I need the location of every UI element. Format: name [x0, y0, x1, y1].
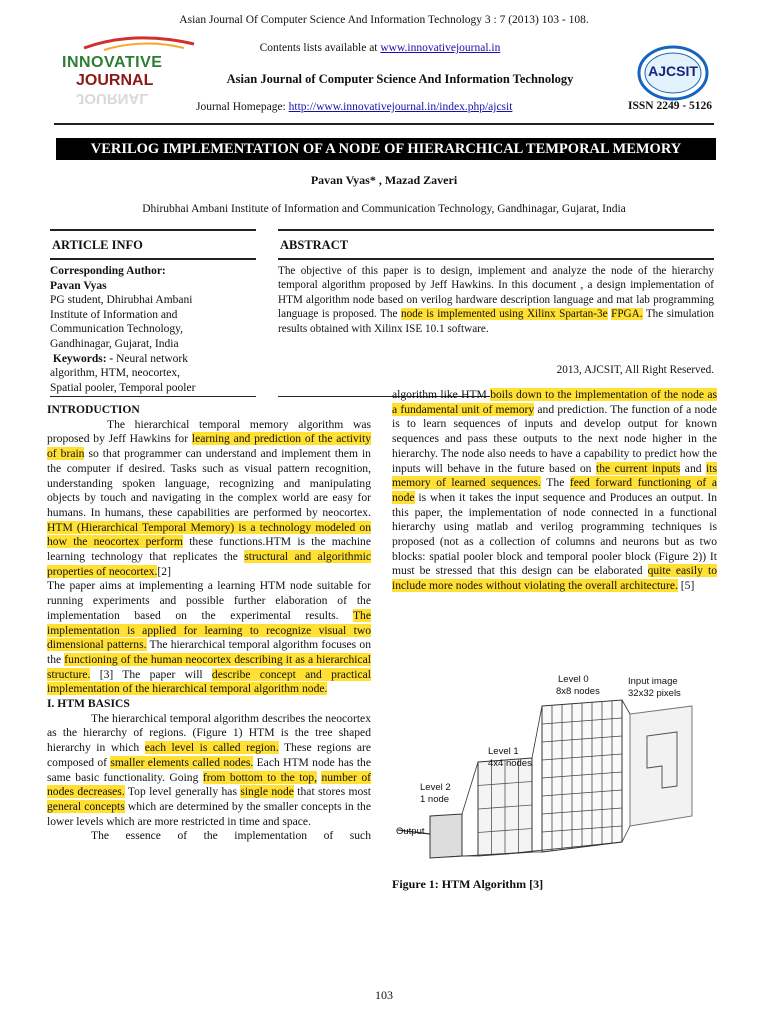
logo-swoosh-icon — [74, 34, 208, 54]
htm-basics-heading: I. HTM BASICS — [47, 697, 130, 711]
level1-label: Level 1 — [488, 746, 519, 757]
highlighted-text: structural and algorithmic properties of neocortex. — [47, 550, 371, 578]
homepage-prefix: Journal Homepage: — [196, 101, 289, 113]
level1-nodes-label: 4x4 nodes — [488, 758, 532, 769]
level0-label: Level 0 — [558, 674, 589, 685]
highlighted-text: general concepts — [47, 799, 125, 813]
keywords-text: Spatial pooler, Temporal pooler — [50, 381, 196, 394]
masthead-rule — [54, 123, 714, 125]
body-text: [5] — [677, 579, 695, 593]
article-info-top-rule — [50, 229, 256, 231]
author-detail: Gandhinagar, Gujarat, India — [50, 337, 179, 350]
body-text: The hierarchical temporal algorithm describes the neocortex as the hierarchy of regions. (Figure 1) HTM is the tree shaped hierarchy in which — [47, 711, 371, 755]
highlighted-text: The implementation is applied for learning to recognize visual two dimensional patterns. — [47, 608, 371, 652]
highlighted-text: each level is called region. — [144, 741, 279, 755]
highlighted-text: number of nodes decreases. — [47, 770, 371, 799]
issn: ISSN 2249 - 5126 — [628, 100, 713, 112]
author-detail: PG student, Dhirubhai Ambani — [50, 294, 193, 307]
introduction-heading: INTRODUCTION — [47, 403, 140, 416]
article-info-end-rule — [50, 396, 256, 397]
ajcsit-logo — [636, 44, 710, 102]
highlighted-text: its memory of learned sequences. — [392, 461, 717, 490]
abstract-copyright: 2013, AJCSIT, All Right Reserved. — [556, 364, 714, 376]
left-column — [47, 403, 371, 844]
contents-line — [210, 42, 550, 54]
highlighted-text: describe concept and practical implementation of the hierarchical temporal algorithm node. — [47, 667, 372, 696]
homepage-link[interactable]: http://www.innovativejournal.in/index.php/ajcsit — [288, 101, 513, 113]
author-detail: Communication Technology, — [50, 323, 184, 336]
abstract-highlight: FPGA. — [611, 308, 643, 321]
abstract-text: The simulation results obtained with Xilinx ISE 10.1 software. — [278, 308, 715, 335]
level0-nodes-label: 8x8 nodes — [556, 686, 600, 697]
level2-plane — [430, 814, 462, 858]
figure-caption: Figure 1: HTM Algorithm [3] — [392, 877, 544, 891]
highlighted-text: learning and prediction of the activity of brain — [47, 432, 371, 461]
body-text: these functions.HTM is the machine learning technology that replicates the — [47, 535, 371, 564]
body-text: that stores most — [293, 785, 371, 799]
highlighted-text: smaller elements called nodes. — [110, 755, 254, 769]
body-text: which are determined by the smaller concepts in the lower levels which are more restricted in time and space. — [47, 799, 371, 828]
contents-prefix: Contents lists available at — [259, 42, 381, 54]
paper-title: VERILOG IMPLEMENTATION OF A NODE OF HIERARCHICAL TEMPORAL MEMORY — [56, 138, 716, 160]
highlighted-text: from bottom to the top, — [202, 770, 317, 784]
input-image-size-label: 32x32 pixels — [628, 688, 681, 699]
homepage-line — [196, 101, 616, 113]
article-info-heading: ARTICLE INFO — [52, 238, 143, 252]
body-text: The hierarchical temporal algorithm focuses on the — [47, 638, 371, 666]
contents-link[interactable]: www.innovativejournal.in — [380, 42, 501, 54]
htm-hierarchy-diagram — [392, 666, 708, 876]
body-text: and — [680, 461, 707, 475]
input-image-label: Input image — [628, 676, 678, 687]
keywords-text: algorithm, HTM, neocortex, — [50, 367, 180, 380]
highlighted-text: the current inputs — [595, 461, 681, 475]
highlighted-text: quite easily to include more nodes without violating the overall architecture. — [392, 564, 718, 593]
htm-basics-paragraph — [47, 712, 371, 830]
keywords-text: Neural network — [113, 352, 188, 365]
highlighted-text: functioning of the human neocortex describing it as a hierarchical structure. — [47, 652, 372, 681]
logo-text-journal: JOURNAL — [76, 72, 154, 89]
level2-label: Level 2 — [420, 782, 451, 793]
body-text: The — [540, 476, 570, 490]
highlighted-text: feed forward functioning of a node — [392, 476, 717, 504]
level2-nodes-label: 1 node — [420, 794, 450, 805]
body-text: Each HTM node has the same basic functionality. Going — [47, 755, 371, 784]
keywords-label: Keywords: - — [52, 352, 114, 365]
keywords-line — [50, 352, 256, 367]
body-text: The paper aims at implementing a learning HTM node suitable for running experiments and possible further elaboration of the implementation based on the experimental results. — [47, 579, 371, 622]
article-info-bottom-rule — [50, 258, 256, 260]
article-info-box — [50, 264, 256, 395]
page-number: 103 — [375, 988, 393, 1002]
body-text: so that programmer can understand and implement them in the computer if desired. Tasks such as visual pattern recognition, understanding spoken language, recognizing and manipulating objects by touch and navigating in the complex world are easy for humans. In humans, these capabilities are performed by neocortex. — [47, 447, 371, 519]
body-text: [3] The paper will — [90, 667, 212, 681]
body-text: is when it takes the input sequence and Produces an output. In this paper, the implementation of node connected in a functional hierarchy using matlab and verilog programming techniques is proposed (not as a collection of columns and neurons but as two blocks: spatial pooler block and temporal pooler block (Figure 2)) It must be stressed that this design can be elaborated — [392, 490, 717, 578]
aims-paragraph — [47, 579, 371, 697]
abstract-text: The objective of this paper is to design, implement and analyze the node of the hierarchy temporal algorithm proposed by Jeff Hawkins. In this document , a design implementation of HTM algorithm node based on verilog hardware description language and mat lab programming language is proposed. The — [278, 265, 714, 321]
affiliation: Dhirubhai Ambani Institute of Information and Communication Technology, Gandhinagar, Gujarat, India — [142, 203, 626, 215]
htm-algorithm-figure — [392, 666, 708, 876]
running-header: Asian Journal Of Computer Science And Information Technology 3 : 7 (2013) 103 - 108. — [179, 14, 589, 26]
author-name: Pavan Vyas — [50, 279, 107, 292]
abstract-top-rule — [278, 229, 714, 231]
abstract-highlight: node is implemented using Xilinx Spartan-3e — [400, 308, 608, 321]
authors: Pavan Vyas* , Mazad Zaveri — [310, 173, 458, 187]
output-label: Output — [396, 826, 425, 837]
logo-text-innovative: INNOVATIVE — [62, 54, 163, 71]
innovative-journal-logo — [54, 40, 188, 108]
author-detail: Institute of Information and — [50, 308, 178, 321]
abstract-body — [278, 264, 714, 336]
body-text: These regions are composed of — [47, 741, 371, 769]
journal-name: Asian Journal of Computer Science And Information Technology — [226, 72, 574, 86]
essence-line: The essence of the implementation of such — [91, 829, 371, 843]
ajcsit-logo-text: AJCSIT — [648, 63, 698, 79]
logo-reflection: JOURNAL — [76, 90, 149, 107]
body-text: and prediction. The function of a node is to learn sequences of inputs and develop output for known sequences and pass these outputs to the next node higher in the hierarchy. The node also needs to have a capability to predict how the inputs will behave in the future based on — [392, 402, 717, 475]
highlighted-text: HTM (Hierarchical Temporal Memory) is a technology modeled on how the neocortex perform — [47, 520, 371, 549]
body-text: algorithm like HTM — [392, 388, 491, 401]
intro-paragraph — [47, 418, 371, 580]
right-column-paragraph — [392, 388, 717, 594]
corresponding-label: Corresponding Author: — [50, 265, 166, 277]
highlighted-text: boils down to the implementation of the node as a fundamental unit of memory — [392, 388, 717, 416]
abstract-heading: ABSTRACT — [280, 238, 349, 252]
abstract-bottom-rule — [278, 258, 714, 260]
body-text: [2] — [157, 564, 171, 578]
highlighted-text: single node — [240, 785, 294, 799]
body-text: The hierarchical temporal memory algorithm was proposed by Jeff Hawkins for — [47, 417, 371, 446]
body-text: Top level generally has — [124, 785, 241, 799]
